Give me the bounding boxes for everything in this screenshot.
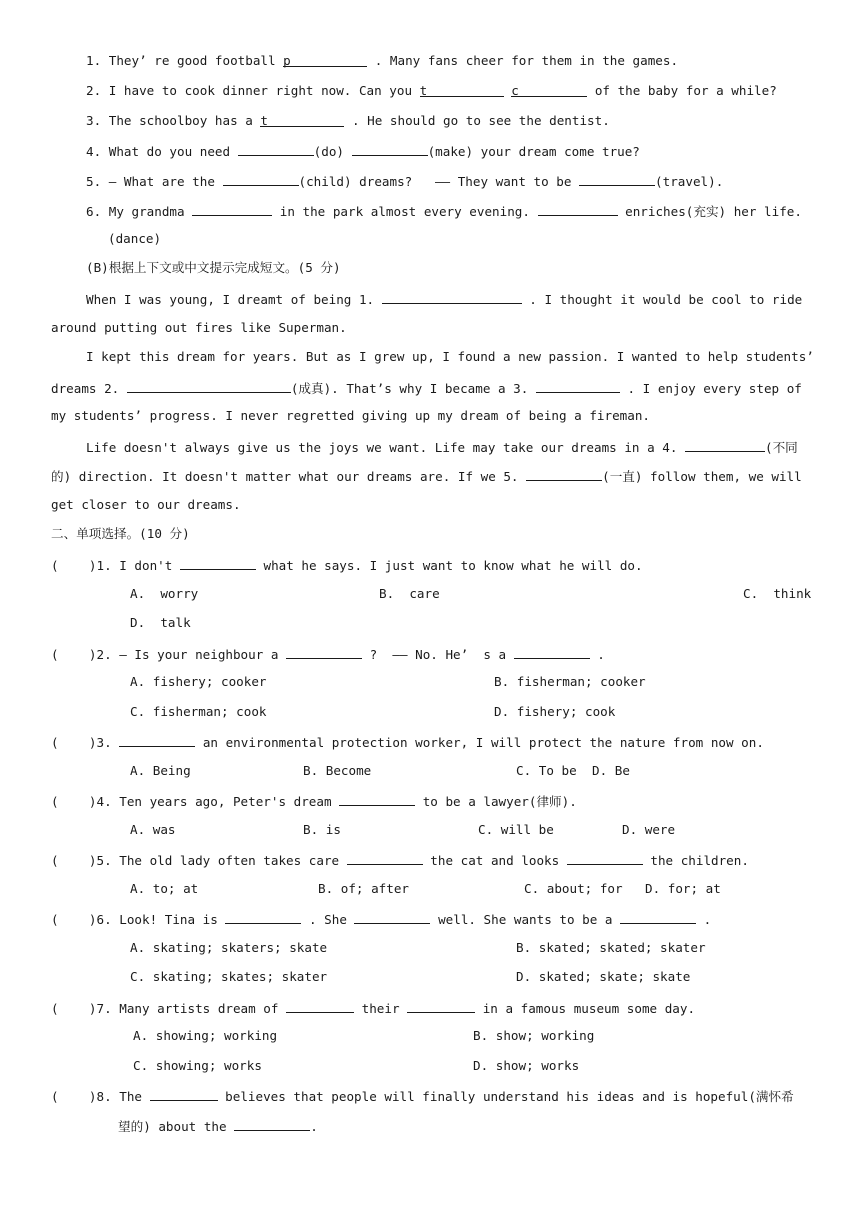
option-c[interactable]: C. To be <box>516 763 577 778</box>
blank-hint-letter: t <box>260 113 269 128</box>
question-number: 1. <box>86 53 102 68</box>
mc-question-8-cont <box>118 1117 318 1135</box>
question-text: . Many fans cheer for them in the games. <box>367 53 679 68</box>
answer-blank[interactable] <box>260 113 344 127</box>
passage-text: (一直) follow them, we will <box>602 469 802 484</box>
answer-paren[interactable]: ( ) <box>51 912 97 927</box>
question-text: What do you need <box>108 144 238 159</box>
answer-blank[interactable] <box>579 172 655 186</box>
stem-blank <box>347 851 423 865</box>
option-c[interactable]: C. think <box>743 586 812 601</box>
answer-blank-3[interactable] <box>536 379 620 393</box>
answer-paren[interactable]: ( ) <box>51 1001 97 1016</box>
passage-text: dreams 2. <box>51 381 127 396</box>
mc-question-4 <box>51 792 577 810</box>
question-text: 6. Look! Tina is <box>96 912 226 927</box>
stem-blank <box>407 999 475 1013</box>
option-d[interactable]: D. were <box>622 822 676 837</box>
passage-text: (成真). That’s why I became a 3. <box>290 381 536 396</box>
question-number: 5. <box>86 174 102 189</box>
stem-blank <box>180 556 256 570</box>
passage-p1-line1 <box>86 290 802 308</box>
blank-hint-letter: p <box>283 53 291 68</box>
question-a3 <box>86 113 610 129</box>
question-text: The schoolboy has a <box>108 113 261 128</box>
answer-blank[interactable] <box>352 142 428 156</box>
question-text: ? —— No. He’ s a <box>362 647 514 662</box>
passage-p2-line2 <box>51 379 802 397</box>
option-a[interactable]: A. worry <box>130 586 199 601</box>
stem-blank <box>567 851 643 865</box>
option-d[interactable]: D. show; works <box>473 1058 580 1073</box>
passage-p2-line1: I kept this dream for years. But as I grew up, I found a new passion. I wanted to help students’ <box>86 349 814 364</box>
stem-blank <box>286 645 362 659</box>
option-c[interactable]: C. showing; works <box>133 1058 262 1073</box>
question-number: 4. <box>86 144 102 159</box>
question-a1 <box>86 53 678 69</box>
passage-text: When I was young, I dreamt of being 1. <box>86 292 382 307</box>
question-text: enriches(充实) her life. <box>617 204 802 219</box>
question-text: the children. <box>642 853 749 868</box>
answer-blank[interactable] <box>192 202 272 216</box>
question-text: believes that people will finally understand his ideas and is hopeful(满怀希 <box>217 1089 794 1104</box>
section-b-heading: (B)根据上下文或中文提示完成短文。(5 分) <box>86 260 341 275</box>
section-2-heading: 二、单项选择。(10 分) <box>51 526 190 541</box>
option-b[interactable]: B. show; working <box>473 1028 595 1043</box>
mc-question-6 <box>51 910 711 928</box>
mc-question-8 <box>51 1087 794 1105</box>
question-text: . She <box>301 912 355 927</box>
question-a6 <box>86 202 802 220</box>
question-text: of the baby for a while? <box>587 83 777 98</box>
answer-blank[interactable] <box>420 83 504 97</box>
mc-question-2 <box>51 645 605 663</box>
question-text: (make) your dream come true? <box>427 144 640 159</box>
option-b[interactable]: B. fisherman; cooker <box>494 674 646 689</box>
question-text: 5. The old lady often takes care <box>96 853 347 868</box>
question-text: (travel). <box>655 174 724 189</box>
question-text: the cat and looks <box>422 853 567 868</box>
passage-p3-line1 <box>86 438 798 456</box>
question-text: to be a lawyer(律师). <box>415 794 577 809</box>
question-text: what he says. I just want to know what he will do. <box>255 558 643 573</box>
option-b[interactable]: B. is <box>303 822 341 837</box>
question-text: 7. Many artists dream of <box>96 1001 287 1016</box>
option-d[interactable]: D. Be <box>592 763 630 778</box>
stem-blank <box>354 910 430 924</box>
mc-question-7 <box>51 999 695 1017</box>
question-text: 3. <box>96 735 120 750</box>
question-text: in a famous museum some day. <box>475 1001 696 1016</box>
answer-blank[interactable] <box>238 142 314 156</box>
stem-blank <box>119 733 195 747</box>
question-text: My grandma <box>108 204 193 219</box>
answer-blank[interactable] <box>283 53 367 67</box>
option-a[interactable]: A. Being <box>130 763 191 778</box>
mc-question-5 <box>51 851 749 869</box>
question-text: (do) <box>313 144 352 159</box>
question-text: 8. The <box>96 1089 150 1104</box>
question-text: . <box>696 912 712 927</box>
question-a6-hint: (dance) <box>108 231 162 246</box>
question-text: I have to cook dinner right now. Can you <box>108 83 420 98</box>
passage-text: . I thought it would be cool to ride <box>521 292 803 307</box>
question-text: — What are the <box>108 174 223 189</box>
option-d[interactable]: D. for; at <box>645 881 721 896</box>
blank-hint-letter: c <box>511 83 519 98</box>
stem-blank <box>514 645 590 659</box>
question-text: . <box>589 647 605 662</box>
option-b[interactable]: B. skated; skated; skater <box>516 940 706 955</box>
option-b[interactable]: B. of; after <box>318 881 409 896</box>
passage-p1-line2: around putting out fires like Superman. <box>51 320 347 335</box>
question-number: 2. <box>86 83 102 98</box>
answer-blank-2[interactable] <box>127 379 291 393</box>
stem-blank <box>225 910 301 924</box>
option-a[interactable]: A. showing; working <box>133 1028 278 1043</box>
stem-blank <box>339 792 415 806</box>
answer-paren[interactable]: ( ) <box>51 558 97 573</box>
answer-blank-4[interactable] <box>685 438 765 452</box>
option-b[interactable]: B. care <box>379 586 440 601</box>
question-text: their <box>354 1001 408 1016</box>
stem-blank <box>286 999 354 1013</box>
answer-paren[interactable]: ( ) <box>51 647 97 662</box>
option-d[interactable]: D. skated; skate; skate <box>516 969 691 984</box>
option-c[interactable]: C. fisherman; cook <box>130 704 267 719</box>
question-text: 1. I don't <box>96 558 180 573</box>
blank-hint-letter: t <box>419 83 428 98</box>
option-a[interactable]: A. to; at <box>130 881 199 896</box>
question-a4 <box>86 142 640 160</box>
answer-blank[interactable] <box>538 202 618 216</box>
question-text: in the park almost every evening. <box>272 204 538 219</box>
question-number: 6. <box>86 204 102 219</box>
option-b[interactable]: B. Become <box>303 763 372 778</box>
passage-p3-line3: get closer to our dreams. <box>51 497 241 512</box>
question-text: 望的) about the <box>118 1119 235 1134</box>
question-text: an environmental protection worker, I will protect the nature from now on. <box>195 735 764 750</box>
answer-paren[interactable]: ( ) <box>51 1089 97 1104</box>
passage-text: (不同 <box>764 440 798 455</box>
option-a[interactable]: A. was <box>130 822 176 837</box>
question-a5 <box>86 172 723 190</box>
question-text: They’ re good football <box>108 53 284 68</box>
option-c[interactable]: C. skating; skates; skater <box>130 969 328 984</box>
question-a2 <box>86 83 777 99</box>
question-text: . He should go to see the dentist. <box>344 113 610 128</box>
passage-text: . I enjoy every step of <box>619 381 802 396</box>
answer-blank[interactable] <box>223 172 299 186</box>
option-d[interactable]: D. talk <box>130 615 191 630</box>
option-a[interactable]: A. skating; skaters; skate <box>130 940 328 955</box>
stem-blank <box>150 1087 218 1101</box>
question-text: 4. Ten years ago, Peter's dream <box>96 794 340 809</box>
option-d[interactable]: D. fishery; cook <box>494 704 616 719</box>
question-text: 2. — Is your neighbour a <box>96 647 287 662</box>
answer-paren[interactable]: ( ) <box>51 794 97 809</box>
stem-blank <box>620 910 696 924</box>
answer-blank-5[interactable] <box>526 467 602 481</box>
option-c[interactable]: C. will be <box>478 822 554 837</box>
answer-blank-1[interactable] <box>382 290 522 304</box>
question-number: 3. <box>86 113 102 128</box>
passage-text: Life doesn't always give us the joys we want. Life may take our dreams in a 4. <box>86 440 685 455</box>
passage-p2-line3: my students’ progress. I never regretted giving up my dream of being a fireman. <box>51 408 650 423</box>
passage-text: 的) direction. It doesn't matter what our dreams are. If we 5. <box>51 469 527 484</box>
mc-question-1 <box>51 556 643 574</box>
passage-p3-line2 <box>51 467 802 485</box>
option-c[interactable]: C. about; for <box>524 881 623 896</box>
answer-paren[interactable]: ( ) <box>51 735 97 750</box>
answer-blank[interactable] <box>511 83 587 97</box>
mc-question-3 <box>51 733 764 751</box>
question-text: (child) dreams? —— They want to be <box>298 174 580 189</box>
option-a[interactable]: A. fishery; cooker <box>130 674 267 689</box>
stem-blank <box>234 1117 310 1131</box>
question-text: . <box>310 1119 318 1134</box>
question-text: well. She wants to be a <box>430 912 621 927</box>
answer-paren[interactable]: ( ) <box>51 853 97 868</box>
